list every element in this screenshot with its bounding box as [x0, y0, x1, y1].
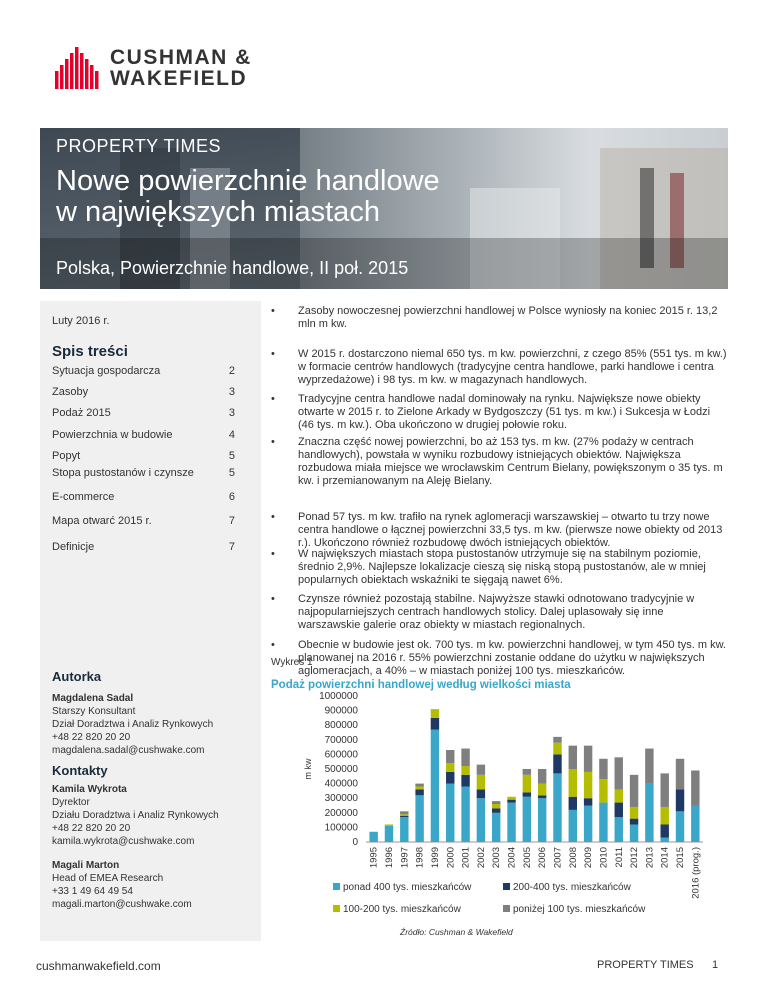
toc-item[interactable] [52, 429, 247, 441]
bar-segment [461, 787, 469, 842]
bar-segment [645, 749, 653, 784]
x-tick-label: 2002 [475, 847, 487, 869]
bar-segment [431, 718, 439, 730]
bar-segment [507, 800, 515, 803]
bar-segment [477, 775, 485, 790]
x-tick-label: 1999 [429, 847, 441, 869]
bar-segment [507, 797, 515, 800]
legend-label: 200-400 tys. mieszkańców [513, 882, 631, 893]
bar-segment [415, 789, 423, 795]
toc-item[interactable] [52, 386, 247, 398]
bar-segment [615, 803, 623, 818]
legend-label: 100-200 tys. mieszkańców [343, 904, 461, 915]
bar-segment [599, 759, 607, 779]
bullet-text: Zasoby nowoczesnej powierzchni handlowej w Polsce wyniosły na koniec 2015 r. 13,2 mln m kw. [298, 305, 718, 330]
bar-segment [553, 737, 561, 743]
bullet-icon: • [271, 593, 275, 605]
toc-item[interactable] [52, 365, 247, 377]
contact-name: Kamila Wykrota [52, 784, 127, 795]
y-tick-label: 1000000 [319, 691, 358, 702]
bar-segment [691, 770, 699, 805]
bullet-text: Znaczna część nowej powierzchni, bo aż 153 tys. m kw. (27% podaży w centrach handlowych), powstała w wyniku rozbudowy istniejących obiektów. Największa rozbudowa miała miejsce we wrocławskim Centrum Bielany, powiększonym o 35 tys. m kw. i przemianowanym na Aleję Bielany. [298, 436, 723, 487]
legend-label: ponad 400 tys. mieszkańców [343, 882, 472, 893]
author-dept: Dział Doradztwa i Analiz Rynkowych [52, 719, 214, 730]
bullet-icon: • [271, 548, 275, 560]
author-name: Magdalena Sadal [52, 693, 134, 704]
legend-swatch [333, 883, 340, 890]
y-tick-label: 500000 [324, 764, 358, 775]
bar-segment [431, 730, 439, 842]
bar-segment [492, 804, 500, 808]
bar-segment [676, 811, 684, 842]
x-tick-label: 2011 [613, 847, 625, 868]
toc-item-label: E-commerce [52, 491, 115, 503]
contact-card [52, 783, 219, 848]
bar-segment [415, 787, 423, 790]
bar-segment [569, 797, 577, 810]
bar-segment [584, 798, 592, 805]
y-tick-label: 600000 [324, 749, 358, 761]
legend-swatch [503, 883, 510, 890]
bar-segment [584, 806, 592, 843]
hero-banner [40, 128, 728, 289]
contact-role: Dyrektor [52, 797, 90, 808]
bar-segment [538, 769, 546, 784]
contact-email[interactable]: kamila.wykrota@cushwake.com [52, 836, 195, 847]
bullet-text: Tradycyjne centra handlowe nadal dominowały na rynku. Największe nowe obiekty otwarte w 2015 r. to Zielone Arkady w Bydgoszczy (51 tys. m kw.) i Sukcesja w Łodzi (46 tys. m kw.). Oba ukończono w drugiej połowie roku. [298, 393, 711, 431]
x-tick-label: 2000 [445, 847, 457, 869]
toc-item-label: Definicje [52, 541, 95, 553]
chart-source: Źródło: Cushman & Wakefield [400, 927, 513, 937]
x-tick-label: 2013 [644, 847, 656, 869]
contact-phone: +48 22 820 20 20 [52, 823, 131, 834]
bar-segment [385, 824, 393, 825]
x-tick-label: 2014 [659, 847, 671, 869]
stacked-bar-chart [271, 690, 731, 925]
toc-item-label: Powierzchnia w budowie [52, 429, 173, 441]
bar-segment [477, 765, 485, 775]
x-tick-label: 2015 [675, 847, 687, 869]
bar-segment [553, 754, 561, 773]
author-email[interactable]: magdalena.sadal@cushwake.com [52, 745, 205, 756]
bar-segment [676, 759, 684, 790]
bar-segment [676, 789, 684, 811]
bullet-text: Ponad 57 tys. m kw. trafiło na rynek aglomeracji warszawskiej – otwarto tu trzy nowe centra handlowe o łącznej powierzchni 33,5 tys. m kw. (pierwsze nowe obiekty od 2013 r.). Ukończono również rozbudowę dwóch istniejących obiektów. [298, 511, 723, 549]
x-tick-label: 2008 [567, 847, 579, 869]
contacts-heading: Kontakty [52, 763, 108, 778]
x-tick-label: 2009 [583, 847, 595, 869]
bar-segment [660, 838, 668, 842]
bar-segment [446, 772, 454, 784]
toc-item-page: 3 [228, 386, 235, 398]
x-tick-label: 2010 [598, 847, 610, 869]
y-tick-label: 800000 [324, 720, 358, 732]
bar-segment [523, 792, 531, 796]
contact-name: Magali Marton [52, 860, 120, 871]
x-tick-label: 2016 (prog.) [690, 847, 702, 899]
toc-item-label: Stopa pustostanów i czynsze [52, 467, 194, 479]
bar-segment [584, 772, 592, 798]
toc-item[interactable] [52, 515, 247, 527]
bar-segment [477, 798, 485, 842]
legend-swatch [503, 905, 510, 912]
toc-item-page: 6 [228, 491, 235, 503]
bullet-text: Czynsze również pozostają stabilne. Najwyższe stawki odnotowano tradycyjnie w najpopularniejszych centrach handlowych stolicy. Dalej uplasowały się inne warszawskie galerie oraz obiekty w miastach regionalnych. [298, 593, 695, 631]
bar-segment [523, 797, 531, 842]
x-tick-label: 1995 [368, 847, 380, 869]
y-axis-label: m kw [303, 758, 313, 780]
x-tick-label: 2005 [521, 847, 533, 869]
bar-segment [660, 807, 668, 825]
toc-item-page: 7 [228, 515, 235, 527]
author-phone: +48 22 820 20 20 [52, 732, 131, 743]
bullet-icon: • [271, 436, 275, 448]
bar-segment [660, 773, 668, 807]
bar-segment [538, 798, 546, 842]
bar-segment [461, 749, 469, 767]
bar-segment [415, 784, 423, 787]
bar-segment [538, 784, 546, 796]
bar-segment [691, 806, 699, 843]
y-tick-label: 100000 [324, 822, 358, 834]
bullet-icon: • [271, 639, 275, 651]
bar-segment [446, 763, 454, 772]
x-tick-label: 2007 [552, 847, 564, 869]
bar-segment [630, 775, 638, 807]
publication-name: PROPERTY TIMES [56, 136, 222, 156]
x-tick-label: 2003 [491, 847, 503, 869]
toc-item-label: Mapa otwarć 2015 r. [52, 515, 152, 527]
bar-segment [400, 814, 408, 815]
bar-segment [415, 795, 423, 842]
bar-segment [400, 816, 408, 817]
x-tick-label: 1996 [383, 847, 395, 869]
contact-card [52, 859, 192, 911]
bar-segment [615, 757, 623, 789]
bullet-icon: • [271, 348, 275, 360]
bar-segment [507, 803, 515, 842]
toc-item-label: Sytuacja gospodarcza [52, 365, 161, 377]
toc-item[interactable] [52, 407, 247, 419]
y-tick-label: 0 [352, 837, 358, 848]
bar-segment [615, 789, 623, 802]
bullet-text: Obecnie w budowie jest ok. 700 tys. m kw. powierzchni handlowej, w tym 450 tys. m kw. planowanej na 2016 r. 55% powierzchni zostanie oddane do użytku w największych aglomeracjach, a 40% – w miastach poniżej 100 tys. mieszkańców. [298, 639, 726, 677]
bar-segment [569, 769, 577, 797]
toc-item-page: 2 [228, 365, 235, 377]
bar-segment [431, 709, 439, 718]
bar-segment [569, 746, 577, 769]
logo-wordmark [110, 47, 252, 89]
bar-segment [630, 807, 638, 819]
bullet-icon: • [271, 305, 275, 317]
author-role: Starszy Konsultant [52, 706, 136, 717]
bar-segment [599, 803, 607, 842]
toc-item-label: Popyt [52, 450, 81, 462]
x-tick-label: 2004 [506, 847, 518, 869]
contact-role: Head of EMEA Research [52, 873, 164, 884]
toc-item-page: 5 [228, 467, 235, 479]
y-tick-label: 200000 [324, 807, 358, 819]
x-tick-label: 1998 [414, 847, 426, 869]
bar-segment [660, 824, 668, 837]
page-subtitle: Polska, Powierzchnie handlowe, II poł. 2015 [56, 258, 409, 278]
bar-segment [538, 795, 546, 798]
company-logo [55, 45, 295, 95]
toc-item[interactable] [52, 450, 247, 462]
y-tick-label: 700000 [324, 734, 358, 746]
y-tick-label: 900000 [324, 705, 358, 717]
bar-segment [630, 819, 638, 825]
bar-segment [645, 784, 653, 842]
toc-item[interactable] [52, 491, 247, 503]
title-line-1: Nowe powierzchnie handlowe [56, 165, 440, 197]
bar-segment [523, 775, 531, 793]
bar-segment [400, 817, 408, 842]
bar-segment [461, 775, 469, 787]
legend-label: poniżej 100 tys. mieszkańców [513, 904, 646, 915]
bullet-icon: • [271, 511, 275, 523]
bar-segment [461, 766, 469, 775]
toc-item-page: 3 [228, 407, 235, 419]
x-tick-label: 2006 [537, 847, 549, 869]
chart-title: Podaż powierzchni handlowej według wielkości miasta [271, 679, 571, 691]
bar-segment [523, 769, 531, 775]
bullet-text: W największych miastach stopa pustostanów utrzymuje się na stabilnym poziomie, średnio 2,9%. Najlepsze lokalizacje cieszą się niską stopą pustostanów, ale w mniej popularnych obiektach wskaźniki te sięgają nawet 6%. [298, 548, 706, 586]
bar-segment [492, 801, 500, 804]
contact-dept: Działu Doradztwa i Analiz Rynkowych [52, 810, 219, 821]
bar-segment [369, 832, 377, 842]
author-heading: Autorka [52, 669, 102, 684]
toc-item[interactable] [52, 541, 247, 553]
toc-item-page: 5 [228, 450, 235, 462]
logo-bars-icon [55, 45, 99, 89]
x-tick-label: 2001 [460, 847, 472, 869]
toc-item-page: 7 [228, 541, 235, 553]
bar-segment [492, 813, 500, 842]
bar-segment [492, 808, 500, 812]
toc-item-label: Podaż 2015 [52, 407, 111, 419]
page-title [56, 166, 440, 228]
x-tick-label: 2012 [629, 847, 641, 869]
logo-line-1: CUSHMAN & [110, 46, 252, 69]
sidebar [40, 301, 261, 941]
bar-segment [477, 789, 485, 798]
bar-segment [446, 750, 454, 763]
y-tick-label: 400000 [324, 778, 358, 790]
bar-segment [446, 784, 454, 842]
bar-segment [615, 817, 623, 842]
bar-segment [553, 743, 561, 755]
bar-segment [630, 824, 638, 842]
bar-segment [553, 773, 561, 842]
bullet-text: W 2015 r. dostarczono niemal 650 tys. m kw. powierzchni, z czego 85% (551 tys. m kw.) w formacie centrów handlowych (tradycyjne centra handlowe, parki handlowe i centra wyprzedażowe) i 98 tys. m kw. w magazynach handlowych. [298, 348, 727, 386]
legend-swatch [333, 905, 340, 912]
bar-segment [584, 746, 592, 772]
toc-item-label: Zasoby [52, 386, 89, 398]
bar-segment [569, 810, 577, 842]
title-line-2: w największych miastach [56, 196, 380, 228]
toc-item[interactable] [52, 467, 247, 479]
bullet-icon: • [271, 393, 275, 405]
footer-website[interactable]: cushmanwakefield.com [36, 959, 161, 973]
chart-label: Wykres 1 [271, 657, 313, 668]
x-tick-label: 1997 [399, 847, 411, 869]
contact-phone: +33 1 49 64 49 54 [52, 886, 133, 897]
contact-email[interactable]: magali.marton@cushwake.com [52, 899, 192, 910]
publication-date: Luty 2016 r. [52, 315, 110, 327]
bar-segment [599, 779, 607, 802]
logo-line-2: WAKEFIELD [110, 67, 248, 90]
footer-publication: PROPERTY TIMES [597, 959, 694, 971]
author-card [52, 692, 213, 757]
page-number: 1 [712, 959, 719, 971]
toc-heading: Spis treści [52, 343, 128, 360]
toc-item-page: 4 [228, 429, 235, 441]
y-tick-label: 300000 [324, 793, 358, 805]
bar-segment [385, 826, 393, 842]
bar-segment [400, 811, 408, 814]
